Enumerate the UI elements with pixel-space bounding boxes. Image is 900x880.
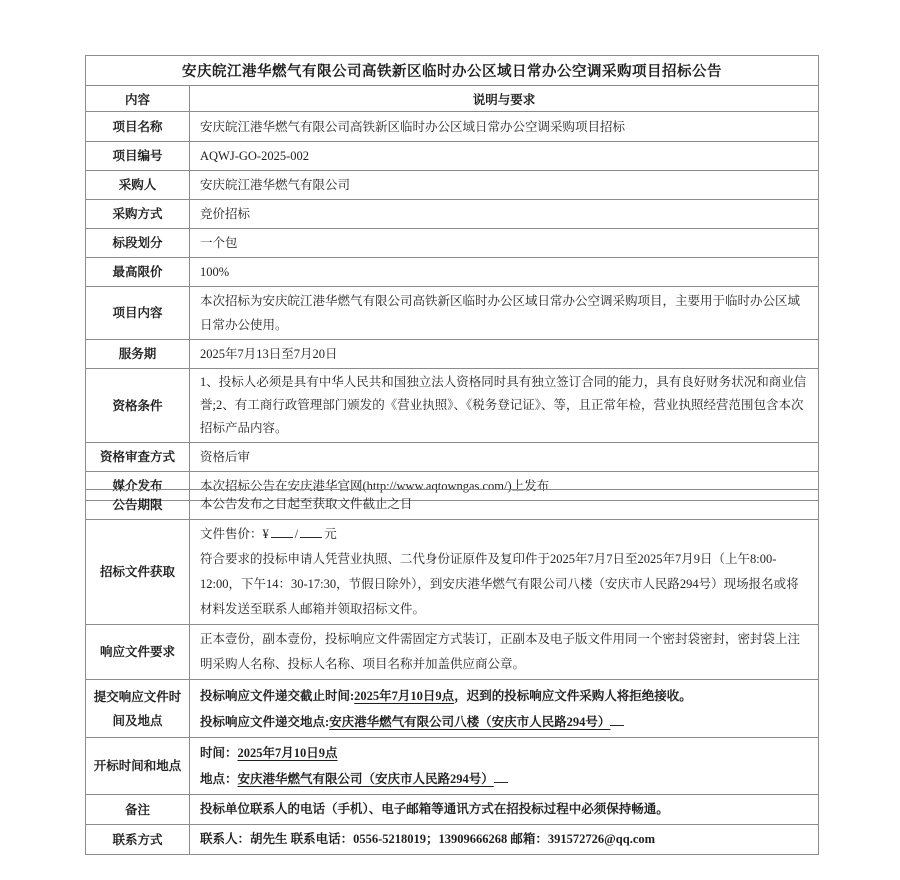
row-value: 安庆皖江港华燃气有限公司	[190, 171, 819, 200]
table-row-submission	[86, 680, 819, 738]
table-row-project-name	[86, 112, 819, 142]
table-row-purchase-method	[86, 200, 819, 229]
row-label: 采购人	[86, 171, 190, 200]
row-label: 最高限价	[86, 258, 190, 287]
price-prefix: 文件售价：¥	[200, 527, 269, 541]
title-row	[86, 56, 819, 86]
tender-procedure-table	[85, 489, 819, 855]
price-blank-slot	[271, 525, 293, 538]
row-label: 招标文件获取	[86, 520, 190, 625]
row-value: 安庆皖江港华燃气有限公司高铁新区临时办公区域日常办公空调采购项目招标	[190, 112, 819, 142]
table-row-document-acquisition	[86, 520, 819, 625]
row-label: 资格条件	[86, 369, 190, 443]
underline-tail	[610, 713, 624, 726]
underline-tail	[494, 770, 508, 783]
column-header-description: 说明与要求	[190, 86, 819, 112]
table-row-project-number	[86, 142, 819, 171]
submission-deadline-line	[200, 683, 808, 709]
table-row-remarks	[86, 795, 819, 825]
row-label: 标段划分	[86, 229, 190, 258]
row-label: 提交响应文件时间及地点	[86, 680, 190, 738]
location-prefix: 投标响应文件递交地点:	[200, 714, 330, 729]
header-row	[86, 86, 819, 112]
table-row-bid-sections	[86, 229, 819, 258]
deadline-value: 2025年7月10日9点	[354, 688, 455, 703]
row-label: 资格审查方式	[86, 443, 190, 472]
table-row-response-requirements	[86, 625, 819, 680]
row-label: 媒介发布	[86, 472, 190, 501]
submission-location-line	[200, 709, 808, 735]
row-value: 一个包	[190, 229, 819, 258]
table-row-contact	[86, 825, 819, 855]
table-row-qualification-review	[86, 443, 819, 472]
row-label: 公告期限	[86, 490, 190, 520]
document-acquisition-detail: 符合要求的投标申请人凭营业执照、二代身份证原件及复印件于2025年7月7日至2025年7月9日（上午8:00-12:00，下午14：30-17:30，节假日除外），到安庆港华燃气有限公司八楼（安庆市人民路294号）现场报名或将材料发送至联系人邮箱并领取招标文件。	[200, 552, 799, 616]
deadline-suffix: ，迟到的投标响应文件采购人将拒绝接收。	[454, 688, 692, 703]
row-value: 联系人：胡先生 联系电话：0556-5218019；13909666268 邮箱：391572726@qq.com	[190, 825, 819, 855]
row-value: 2025年7月13日至7月20日	[190, 340, 819, 369]
row-label: 项目名称	[86, 112, 190, 142]
row-label: 项目内容	[86, 287, 190, 340]
table-row-purchaser	[86, 171, 819, 200]
row-value: 本次招标为安庆皖江港华燃气有限公司高铁新区临时办公区域日常办公空调采购项目，主要用于临时办公区域日常办公使用。	[190, 287, 819, 340]
column-header-content: 内容	[86, 86, 190, 112]
opening-time-line	[200, 740, 808, 766]
table-row-qualification	[86, 369, 819, 443]
table-row-project-content	[86, 287, 819, 340]
row-value: 本次招标公告在安庆港华官网(http://www.aqtowngas.com/)上发布	[190, 472, 819, 501]
row-value: 100%	[190, 258, 819, 287]
page-title: 安庆皖江港华燃气有限公司高铁新区临时办公区域日常办公空调采购项目招标公告	[86, 56, 819, 86]
place-value: 安庆港华燃气有限公司（安庆市人民路294号）	[237, 772, 494, 786]
row-value: 正本壹份，副本壹份，投标响应文件需固定方式装订，正副本及电子版文件用同一个密封袋密封，密封袋上注明采购人名称、投标人名称、项目名称并加盖供应商公章。	[190, 625, 819, 680]
row-value: 资格后审	[190, 443, 819, 472]
opening-place-line	[200, 766, 808, 792]
row-value: AQWJ-GO-2025-002	[190, 142, 819, 171]
row-label: 响应文件要求	[86, 625, 190, 680]
row-label: 采购方式	[86, 200, 190, 229]
price-slash: /	[294, 527, 299, 541]
table-row-announcement-period	[86, 490, 819, 520]
row-label: 联系方式	[86, 825, 190, 855]
row-value: 投标单位联系人的电话（手机）、电子邮箱等通讯方式在招投标过程中必须保持畅通。	[190, 795, 819, 825]
document-price-line	[200, 522, 808, 547]
row-label: 开标时间和地点	[86, 738, 190, 795]
row-value: 本公告发布之日起至获取文件截止之日	[190, 490, 819, 520]
row-value	[190, 738, 819, 795]
table-row-max-price	[86, 258, 819, 287]
time-value: 2025年7月10日9点	[237, 746, 338, 760]
place-prefix: 地点：	[200, 772, 238, 786]
row-value: 竞价招标	[190, 200, 819, 229]
tender-info-table	[85, 55, 819, 501]
deadline-prefix: 投标响应文件递交截止时间:	[200, 688, 355, 703]
location-value: 安庆港华燃气有限公司八楼（安庆市人民路294号）	[329, 714, 611, 729]
row-value: 1、投标人必须是具有中华人民共和国独立法人资格同时具有独立签订合同的能力，具有良好财务状况和商业信誉;2、有工商行政管理部门颁发的《营业执照》、《税务登记证》、等，且正常年检，营业执照经营范围包含本次招标产品内容。	[190, 369, 819, 443]
row-label: 服务期	[86, 340, 190, 369]
table-row-bid-opening	[86, 738, 819, 795]
time-prefix: 时间：	[200, 746, 238, 760]
row-value	[190, 680, 819, 738]
price-blank-slot	[300, 525, 322, 538]
table-row-service-period	[86, 340, 819, 369]
row-value	[190, 520, 819, 625]
row-label: 项目编号	[86, 142, 190, 171]
row-label: 备注	[86, 795, 190, 825]
price-suffix: 元	[324, 527, 337, 541]
